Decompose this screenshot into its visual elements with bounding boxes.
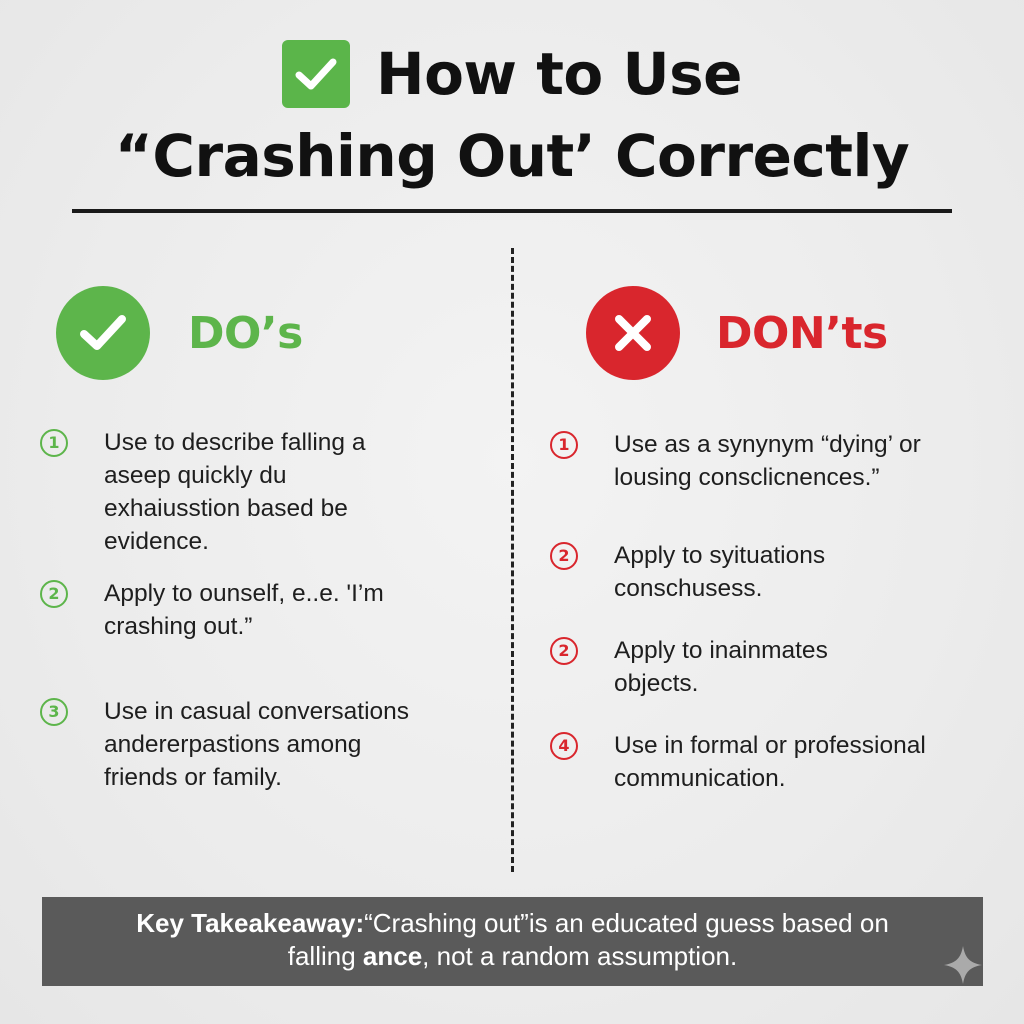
list-item-text: Apply to syituations conschusess. bbox=[614, 542, 826, 602]
list-item bbox=[40, 695, 470, 794]
list-item bbox=[40, 426, 470, 558]
number-badge: 2 bbox=[550, 542, 578, 570]
checkmark-icon bbox=[282, 40, 350, 108]
number-badge: 2 bbox=[550, 637, 578, 665]
list-item-text: Use as a synynym “dying’ or lousing consclicnences.” bbox=[614, 431, 921, 491]
donts-heading: DON’ts bbox=[716, 307, 888, 359]
dos-heading: DO’s bbox=[188, 307, 303, 359]
list-item bbox=[550, 539, 980, 605]
sparkle-icon bbox=[942, 944, 984, 986]
title-text-1: How to Use bbox=[376, 40, 742, 108]
list-item-text: Use to describe falling a aseep quickly du exhaiusstion based be evidence. bbox=[104, 429, 366, 555]
list-item-text: Apply to ounself, e..e. 'I’m crashing out.” bbox=[104, 580, 384, 640]
takeaway-text-2a: falling bbox=[287, 941, 363, 971]
takeaway-line-2 bbox=[42, 940, 983, 973]
number-badge: 1 bbox=[550, 431, 578, 459]
number-badge: 1 bbox=[40, 429, 68, 457]
x-circle-icon bbox=[586, 286, 680, 380]
takeaway-text-1: “Crashing out”is an educated guess based on bbox=[364, 908, 889, 938]
takeaway-line-1 bbox=[42, 907, 983, 940]
check-circle-icon bbox=[56, 286, 150, 380]
takeaway-text-2b: ance bbox=[362, 941, 423, 971]
takeaway-label: Key Takeakeaway: bbox=[136, 908, 365, 938]
page-title bbox=[0, 36, 1024, 196]
list-item-text: Apply to inainmates objects. bbox=[614, 637, 828, 697]
dos-list bbox=[40, 426, 470, 794]
list-item bbox=[40, 577, 470, 643]
list-item-text: Use in casual conversations andererpastions among friends or family. bbox=[104, 698, 410, 791]
donts-header bbox=[586, 286, 888, 380]
list-item bbox=[550, 428, 980, 494]
number-badge: 2 bbox=[40, 580, 68, 608]
column-divider bbox=[511, 248, 514, 872]
list-item-text: Use in formal or professional communication. bbox=[614, 732, 926, 792]
number-badge: 3 bbox=[40, 698, 68, 726]
list-item bbox=[550, 729, 980, 795]
takeaway-text-2c: , not a random assumption. bbox=[422, 941, 738, 971]
list-item bbox=[550, 634, 980, 700]
title-line-1 bbox=[0, 36, 1024, 112]
donts-list bbox=[550, 428, 980, 795]
dos-header bbox=[56, 286, 303, 380]
title-text-2: “Crashing Out’ Correctly bbox=[114, 122, 910, 190]
number-badge: 4 bbox=[550, 732, 578, 760]
key-takeaway-banner bbox=[42, 897, 983, 986]
title-underline bbox=[72, 209, 952, 213]
